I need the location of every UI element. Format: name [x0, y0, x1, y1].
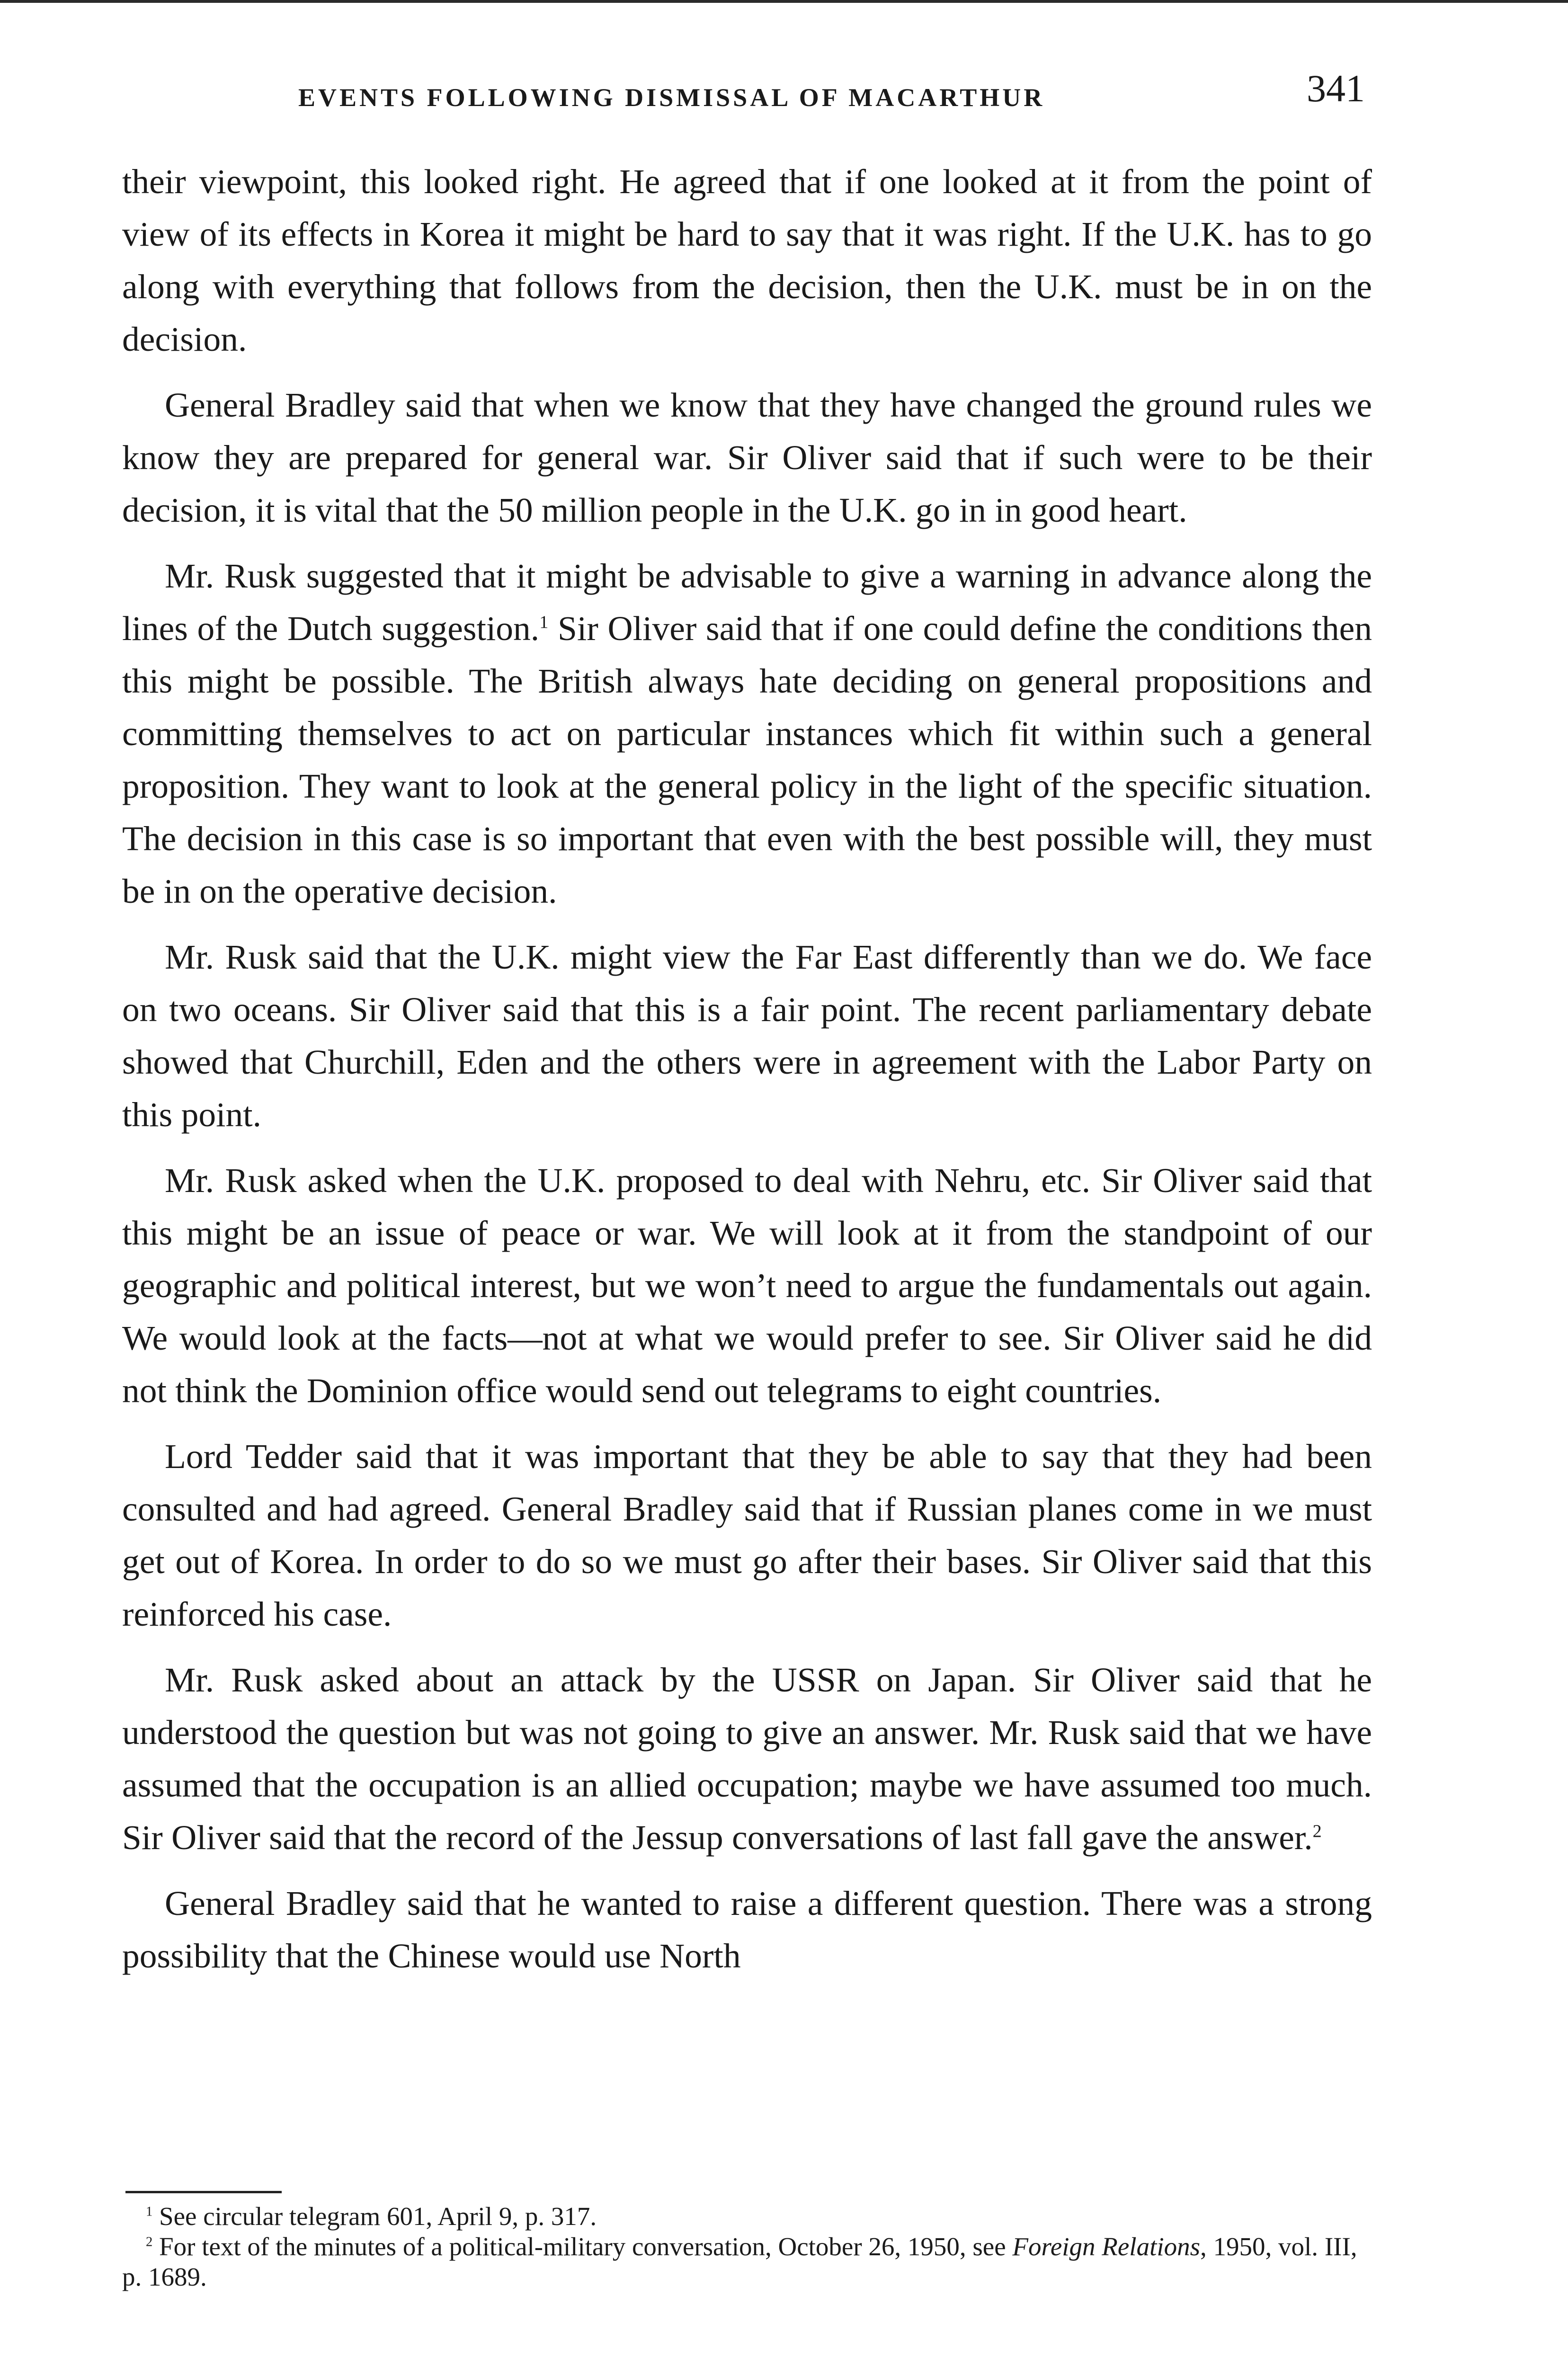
- footnote-ref-2[interactable]: 2: [1312, 1821, 1322, 1842]
- footnote-2-volume: III: [1324, 2232, 1351, 2261]
- paragraph-8: General Bradley said that he wanted to raise a different question. There was a strong possibility that the Chinese would use North: [122, 1884, 1372, 1975]
- footnote-2-citation-title: Foreign Relations: [1012, 2232, 1201, 2261]
- paragraph-4: Mr. Rusk said that the U.K. might view the Far East differently than we do. We face on two oceans. Sir Oliver said that this is a fair point. The recent parliamentary debate showed that Churchill, Eden and the others were in agreement with the Labor Party on this point.: [122, 938, 1372, 1134]
- top-edge-rule: [0, 0, 1568, 3]
- paragraph-7: [122, 1654, 1372, 1864]
- paragraph-3: [122, 550, 1372, 917]
- footnote-2-text-e: , p. 1689.: [122, 2232, 1357, 2291]
- footnote-1: [122, 2201, 1372, 2232]
- footnote-1-mark: 1: [146, 2204, 153, 2219]
- paragraph-2: General Bradley said that when we know that they have changed the ground rules we know they are prepared for general war. Sir Oliver said that if such were to be their decision, it is vital that the 50 million people in the U.K. go in in good heart.: [122, 386, 1372, 529]
- footnote-ref-1[interactable]: 1: [539, 612, 549, 632]
- footnote-2: [122, 2232, 1372, 2292]
- footnote-2-text-c: , 1950, vol.: [1200, 2232, 1325, 2261]
- paragraph-1: their viewpoint, this looked right. He agreed that if one looked at it from the point of view of its effects in Korea it might be hard to say that it was right. If the U.K. has to go along with everything that follows from the decision, then the U.K. must be in on the decision.: [122, 162, 1372, 358]
- paragraph-6: Lord Tedder said that it was important that they be able to say that they had been consulted and had agreed. General Bradley said that if Russian planes come in we must get out of Korea. In order to do so we must go after their bases. Sir Oliver said that this reinforced his case.: [122, 1437, 1372, 1633]
- footnote-2-text-a: For text of the minutes of a political-military conversation, October 26, 1950, see: [159, 2232, 1013, 2261]
- footnote-1-text: See circular telegram 601, April 9, p. 317.: [159, 2202, 597, 2231]
- footnotes: [122, 2201, 1372, 2292]
- footnote-divider: [125, 2191, 282, 2193]
- footnote-2-mark: 2: [146, 2234, 153, 2250]
- paragraph-5: Mr. Rusk asked when the U.K. proposed to deal with Nehru, etc. Sir Oliver said that this might be an issue of peace or war. We will look at it from the standpoint of our geographic and political interest, but we won’t need to argue the fundamentals out again. We would look at the facts—not at what we would prefer to see. Sir Oliver said he did not think the Dominion office would send out telegrams to eight countries.: [122, 1161, 1372, 1410]
- running-head: EVENTS FOLLOWING DISMISSAL OF MACARTHUR: [298, 83, 1045, 112]
- paragraph-3-part-b: Sir Oliver said that if one could define the conditions then this might be possible. The British always hate deciding on general propositions and committing themselves to act on particular instances which fit within such a general proposition. They want to look at the general policy in the light of the specific situation. The decision in this case is so important that even with the best possible will, they must be in on the operative decision.: [122, 609, 1372, 910]
- body-text: [122, 155, 1372, 1982]
- paragraph-7-text: Mr. Rusk asked about an attack by the USSR on Japan. Sir Oliver said that he understood the question but was not going to give an answer. Mr. Rusk said that we have assumed that the occupation is an allied occupation; maybe we have assumed too much. Sir Oliver said that the record of the Jessup conversations of last fall gave the answer.: [122, 1661, 1372, 1857]
- paragraph-3-part-a: Mr. Rusk suggested that it might be advisable to give a warning in advance along the lines of the Dutch suggestion.: [122, 557, 1372, 648]
- page-number: 341: [1307, 67, 1365, 110]
